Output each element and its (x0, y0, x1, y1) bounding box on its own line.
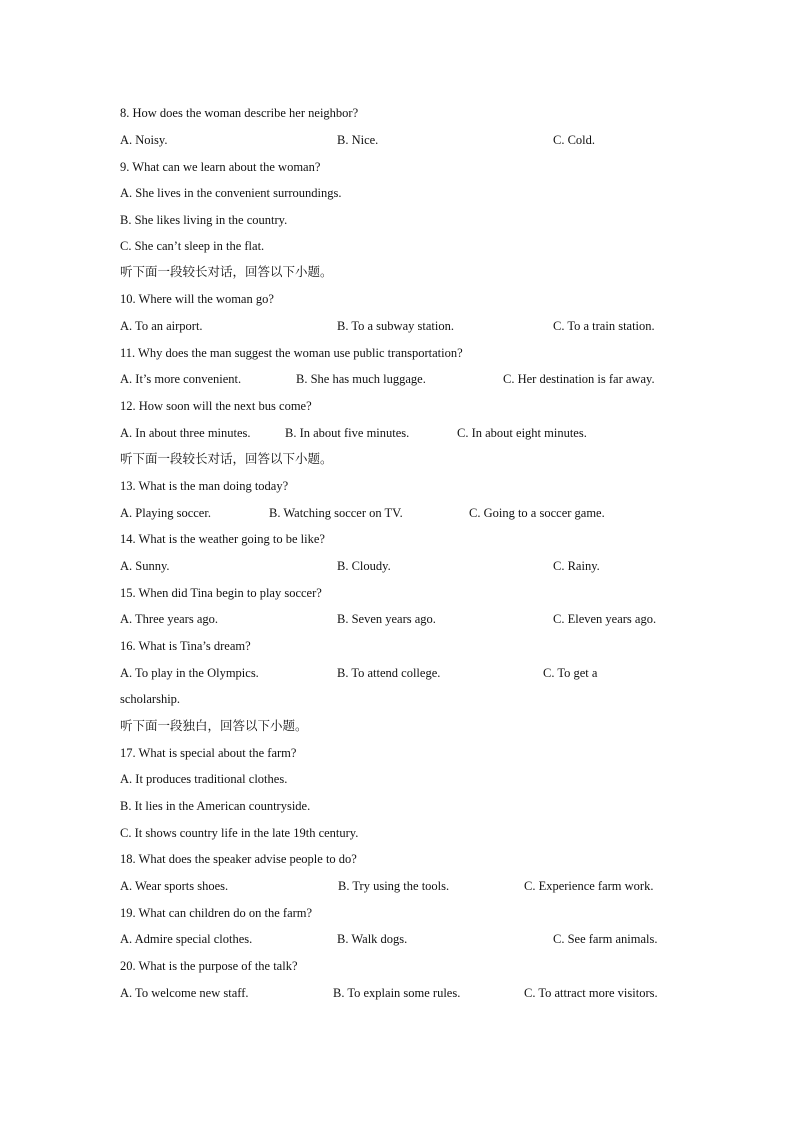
q19-option-c: C. See farm animals. (553, 932, 658, 946)
question-12: 12. How soon will the next bus come? (120, 399, 312, 413)
q13-option-a: A. Playing soccer. (120, 506, 211, 520)
question-10: 10. Where will the woman go? (120, 292, 274, 306)
q20-option-b: B. To explain some rules. (333, 986, 461, 1000)
q16-option-c-continuation: scholarship. (120, 692, 181, 706)
q20-option-c: C. To attract more visitors. (524, 986, 658, 1000)
q15-option-c: C. Eleven years ago. (553, 612, 657, 626)
q18-option-b: B. Try using the tools. (338, 879, 450, 893)
q19-option-b: B. Walk dogs. (337, 932, 408, 946)
q10-option-a: A. To an airport. (120, 319, 203, 333)
q20-option-a: A. To welcome new staff. (120, 986, 249, 1000)
question-15: 15. When did Tina begin to play soccer? (120, 586, 322, 600)
q8-option-c: C. Cold. (553, 133, 596, 147)
q15-option-b: B. Seven years ago. (337, 612, 436, 626)
question-16: 16. What is Tina’s dream? (120, 639, 251, 653)
q16-option-a: A. To play in the Olympics. (120, 666, 259, 680)
q8-option-b: B. Nice. (337, 133, 379, 147)
q9-option-c: C. She can’t sleep in the flat. (120, 239, 265, 253)
question-20: 20. What is the purpose of the talk? (120, 959, 298, 973)
q11-option-b: B. She has much luggage. (296, 372, 426, 386)
section-header-long-dialogue-1: 听下面一段较长对话，回答以下小题。 (120, 264, 333, 279)
section-header-long-dialogue-2: 听下面一段较长对话，回答以下小题。 (120, 451, 333, 466)
q13-option-b: B. Watching soccer on TV. (269, 506, 403, 520)
q13-option-c: C. Going to a soccer game. (469, 506, 605, 520)
question-18: 18. What does the speaker advise people to do? (120, 852, 357, 866)
q10-option-c: C. To a train station. (553, 319, 655, 333)
question-9: 9. What can we learn about the woman? (120, 160, 321, 174)
q14-option-a: A. Sunny. (120, 559, 170, 573)
question-19: 19. What can children do on the farm? (120, 906, 313, 920)
q9-option-a: A. She lives in the convenient surroundings. (120, 186, 342, 200)
q12-option-c: C. In about eight minutes. (457, 426, 587, 440)
q8-option-a: A. Noisy. (120, 133, 168, 147)
question-17: 17. What is special about the farm? (120, 746, 297, 760)
q14-option-c: C. Rainy. (553, 559, 600, 573)
question-11: 11. Why does the man suggest the woman use public transportation? (120, 346, 463, 360)
question-8: 8. How does the woman describe her neighbor? (120, 106, 359, 120)
q11-option-c: C. Her destination is far away. (503, 372, 655, 386)
q14-option-b: B. Cloudy. (337, 559, 391, 573)
q17-option-a: A. It produces traditional clothes. (120, 772, 288, 786)
q10-option-b: B. To a subway station. (337, 319, 454, 333)
q11-option-a: A. It’s more convenient. (120, 372, 242, 386)
section-header-monologue: 听下面一段独白，回答以下小题。 (120, 718, 308, 733)
question-14: 14. What is the weather going to be like? (120, 532, 325, 546)
q19-option-a: A. Admire special clothes. (120, 932, 253, 946)
q17-option-b: B. It lies in the American countryside. (120, 799, 311, 813)
q16-option-c: C. To get a (543, 666, 598, 680)
q17-option-c: C. It shows country life in the late 19th century. (120, 826, 359, 840)
q16-option-b: B. To attend college. (337, 666, 441, 680)
q18-option-a: A. Wear sports shoes. (120, 879, 229, 893)
question-13: 13. What is the man doing today? (120, 479, 289, 493)
q18-option-c: C. Experience farm work. (524, 879, 654, 893)
q15-option-a: A. Three years ago. (120, 612, 218, 626)
q12-option-a: A. In about three minutes. (120, 426, 251, 440)
q9-option-b: B. She likes living in the country. (120, 213, 288, 227)
q12-option-b: B. In about five minutes. (285, 426, 410, 440)
